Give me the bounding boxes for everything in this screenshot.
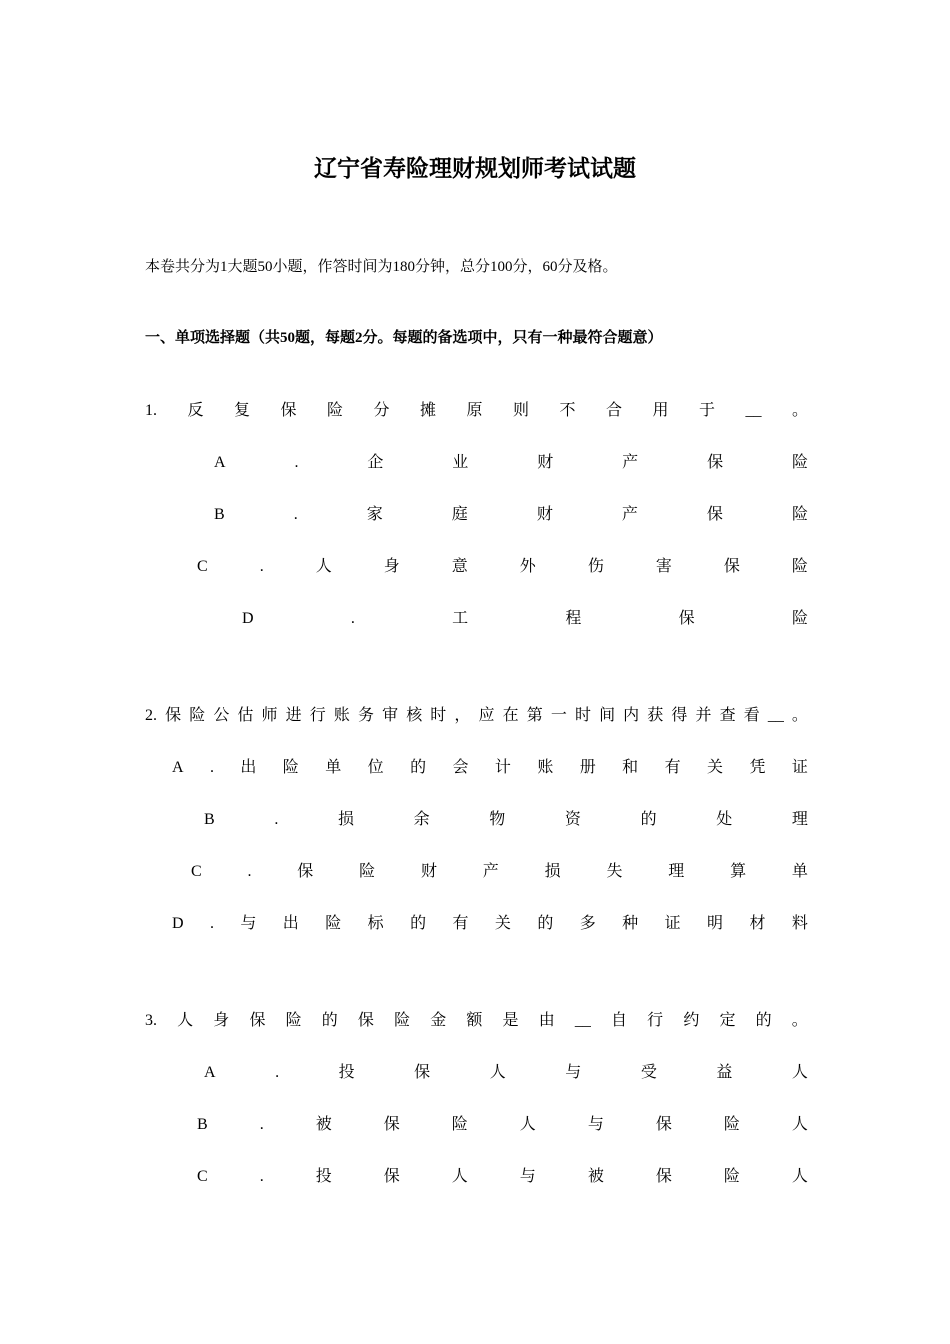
text-glyph: 与 (519, 1168, 536, 1185)
text-glyph: 审 (382, 707, 399, 724)
text-glyph: 处 (716, 811, 733, 828)
text-glyph: 保 (383, 1168, 400, 1185)
text-glyph: 保 (707, 454, 724, 471)
text-glyph: 投 (338, 1064, 355, 1081)
text-glyph: . (350, 610, 355, 627)
text-glyph: 自 (611, 1012, 628, 1029)
text-glyph: 保 (723, 558, 740, 575)
text-glyph: 证 (791, 759, 808, 776)
text-glyph: 保 (249, 1012, 266, 1029)
text-glyph: . (259, 1168, 264, 1185)
text-glyph: 2. (145, 707, 157, 724)
text-glyph: 险 (325, 915, 342, 932)
text-glyph: 。 (791, 1012, 808, 1029)
section-heading: 一、单项选择题（共50题，每题2分。每题的备选项中，只有一种最符合题意） (145, 330, 663, 346)
text-glyph: A (204, 1064, 216, 1081)
text-glyph: 保 (383, 1116, 400, 1133)
text-glyph: 人 (489, 1064, 506, 1081)
text-glyph: 的 (410, 759, 427, 776)
text-glyph: 用 (652, 402, 669, 419)
text-glyph: 不 (559, 402, 576, 419)
text-glyph: . (274, 811, 279, 828)
text-glyph: __ (745, 402, 762, 419)
text-glyph: 理 (668, 863, 685, 880)
text-glyph: ， (454, 707, 471, 724)
question-stem (145, 1009, 808, 1033)
text-glyph: 险 (791, 610, 808, 627)
text-glyph: 核 (406, 707, 423, 724)
text-glyph: 保 (706, 506, 723, 523)
text-glyph: 原 (466, 402, 483, 419)
text-glyph: C (197, 558, 208, 575)
text-glyph: 险 (723, 1168, 740, 1185)
text-glyph: 估 (237, 707, 254, 724)
text-glyph: B (197, 1116, 208, 1133)
text-glyph: 单 (791, 863, 808, 880)
text-glyph: 的 (537, 915, 554, 932)
text-glyph: 庭 (451, 506, 468, 523)
text-glyph: 时 (574, 707, 591, 724)
text-glyph: 人 (791, 1116, 808, 1133)
text-glyph: 。 (791, 707, 808, 724)
text-glyph: C (191, 863, 202, 880)
text-glyph: 定 (719, 1012, 736, 1029)
text-glyph: 与 (240, 915, 257, 932)
text-glyph: 应 (478, 707, 495, 724)
text-glyph: 险 (189, 707, 206, 724)
text-glyph: 险 (791, 454, 808, 471)
text-glyph: 种 (622, 915, 639, 932)
text-glyph: A (172, 759, 184, 776)
text-glyph: 反 (187, 402, 204, 419)
text-glyph: D (172, 915, 184, 932)
text-glyph: 程 (565, 610, 582, 627)
text-glyph: 伤 (587, 558, 604, 575)
text-glyph: 会 (452, 759, 469, 776)
text-glyph: 财 (536, 506, 553, 523)
text-glyph: 师 (261, 707, 278, 724)
text-glyph: 与 (565, 1064, 582, 1081)
text-glyph: 保 (165, 707, 182, 724)
text-glyph: 明 (707, 915, 724, 932)
text-glyph: 合 (605, 402, 622, 419)
text-glyph: 1. (145, 402, 157, 419)
text-glyph: 单 (325, 759, 342, 776)
text-glyph: . (259, 1116, 264, 1133)
text-glyph: 产 (482, 863, 499, 880)
text-glyph: 第 (526, 707, 543, 724)
text-glyph: 约 (683, 1012, 700, 1029)
text-glyph: 标 (367, 915, 384, 932)
text-glyph: 物 (489, 811, 506, 828)
text-glyph: 的 (640, 811, 657, 828)
text-glyph: 内 (623, 707, 640, 724)
text-glyph: 外 (519, 558, 536, 575)
text-glyph: 有 (452, 915, 469, 932)
text-glyph: 的 (321, 1012, 338, 1029)
text-glyph: 3. (145, 1012, 157, 1029)
text-glyph: 身 (383, 558, 400, 575)
text-glyph: 计 (494, 759, 511, 776)
option-line (191, 860, 808, 884)
text-glyph: 证 (664, 915, 681, 932)
text-glyph: 余 (413, 811, 430, 828)
text-glyph: 益 (716, 1064, 733, 1081)
question-stem (145, 704, 808, 728)
text-glyph: 获 (647, 707, 664, 724)
text-glyph: 材 (749, 915, 766, 932)
text-glyph: 出 (282, 915, 299, 932)
text-glyph: 进 (285, 707, 302, 724)
text-glyph: 公 (213, 707, 230, 724)
text-glyph: 的 (410, 915, 427, 932)
text-glyph: 是 (502, 1012, 519, 1029)
text-glyph: 则 (512, 402, 529, 419)
text-glyph: 查 (719, 707, 736, 724)
text-glyph: 人 (315, 558, 332, 575)
text-glyph: 资 (564, 811, 581, 828)
text-glyph: 账 (537, 759, 554, 776)
text-glyph: 有 (664, 759, 681, 776)
text-glyph: . (293, 506, 298, 523)
text-glyph: 间 (599, 707, 616, 724)
option-line (197, 1113, 808, 1137)
text-glyph: 的 (755, 1012, 772, 1029)
text-glyph: 家 (366, 506, 383, 523)
exam-intro: 本卷共分为1大题50小题，作答时间为180分钟，总分100分，60分及格。 (145, 259, 618, 275)
option-line (204, 808, 808, 832)
text-glyph: 理 (791, 811, 808, 828)
text-glyph: 身 (213, 1012, 230, 1029)
text-glyph: 料 (791, 915, 808, 932)
text-glyph: 由 (538, 1012, 555, 1029)
text-glyph: 工 (452, 610, 469, 627)
text-glyph: . (294, 454, 299, 471)
text-glyph: 保 (678, 610, 695, 627)
text-glyph: 害 (655, 558, 672, 575)
text-glyph: A (214, 454, 226, 471)
text-glyph: 位 (367, 759, 384, 776)
text-glyph: 保 (357, 1012, 374, 1029)
text-glyph: 投 (315, 1168, 332, 1185)
text-glyph: 产 (622, 454, 639, 471)
text-glyph: 险 (394, 1012, 411, 1029)
text-glyph: 。 (791, 402, 808, 419)
text-glyph: 被 (587, 1168, 604, 1185)
text-glyph: . (275, 1064, 280, 1081)
text-glyph: 于 (698, 402, 715, 419)
text-glyph: . (209, 915, 214, 932)
text-glyph: 人 (177, 1012, 194, 1029)
text-glyph: 保 (655, 1116, 672, 1133)
text-glyph: 算 (730, 863, 747, 880)
text-glyph: 险 (451, 1116, 468, 1133)
text-glyph: 和 (622, 759, 639, 776)
text-glyph: 账 (333, 707, 350, 724)
text-glyph: __ (574, 1012, 591, 1029)
option-line (204, 1061, 808, 1085)
text-glyph: 保 (280, 402, 297, 419)
text-glyph: 险 (326, 402, 343, 419)
option-line (172, 912, 808, 936)
text-glyph: 关 (707, 759, 724, 776)
text-glyph: 得 (671, 707, 688, 724)
text-glyph: 损 (337, 811, 354, 828)
text-glyph: 财 (420, 863, 437, 880)
text-glyph: 财 (537, 454, 554, 471)
option-line (242, 607, 808, 631)
text-glyph: 受 (640, 1064, 657, 1081)
text-glyph: 被 (315, 1116, 332, 1133)
text-glyph: 金 (430, 1012, 447, 1029)
text-glyph: . (209, 759, 214, 776)
text-glyph: 险 (723, 1116, 740, 1133)
text-glyph: 企 (367, 454, 384, 471)
text-glyph: 保 (297, 863, 314, 880)
text-glyph: 保 (414, 1064, 431, 1081)
text-glyph: . (247, 863, 252, 880)
text-glyph: 册 (579, 759, 596, 776)
option-line (214, 451, 808, 475)
text-glyph: 意 (451, 558, 468, 575)
text-glyph: 险 (359, 863, 376, 880)
text-glyph: 险 (791, 506, 808, 523)
text-glyph: 人 (451, 1168, 468, 1185)
text-glyph: 出 (240, 759, 257, 776)
text-glyph: 产 (621, 506, 638, 523)
text-glyph: 额 (466, 1012, 483, 1029)
text-glyph: 摊 (419, 402, 436, 419)
text-glyph: 在 (502, 707, 519, 724)
text-glyph: 时 (430, 707, 447, 724)
text-glyph: 多 (579, 915, 596, 932)
text-glyph: 人 (791, 1064, 808, 1081)
text-glyph: __ (767, 707, 784, 724)
text-glyph: 一 (550, 707, 567, 724)
text-glyph: 并 (695, 707, 712, 724)
document-title: 辽宁省寿险理财规划师考试试题 (314, 156, 636, 181)
text-glyph: 人 (519, 1116, 536, 1133)
text-glyph: 险 (282, 759, 299, 776)
option-line (197, 555, 808, 579)
text-glyph: D (242, 610, 254, 627)
text-glyph: 行 (647, 1012, 664, 1029)
text-glyph: 关 (494, 915, 511, 932)
text-glyph: 凭 (749, 759, 766, 776)
text-glyph: B (214, 506, 225, 523)
text-glyph: . (259, 558, 264, 575)
text-glyph: 险 (791, 558, 808, 575)
text-glyph: 看 (743, 707, 760, 724)
text-glyph: 复 (233, 402, 250, 419)
text-glyph: 与 (587, 1116, 604, 1133)
text-glyph: 损 (544, 863, 561, 880)
text-glyph: 分 (373, 402, 390, 419)
text-glyph: 失 (606, 863, 623, 880)
text-glyph: B (204, 811, 215, 828)
text-glyph: 业 (452, 454, 469, 471)
text-glyph: 务 (357, 707, 374, 724)
text-glyph: C (197, 1168, 208, 1185)
text-glyph: 保 (655, 1168, 672, 1185)
option-line (172, 756, 808, 780)
option-line (214, 503, 808, 527)
text-glyph: 险 (285, 1012, 302, 1029)
option-line (197, 1165, 808, 1189)
text-glyph: 人 (791, 1168, 808, 1185)
text-glyph: 行 (309, 707, 326, 724)
question-stem (145, 399, 808, 423)
